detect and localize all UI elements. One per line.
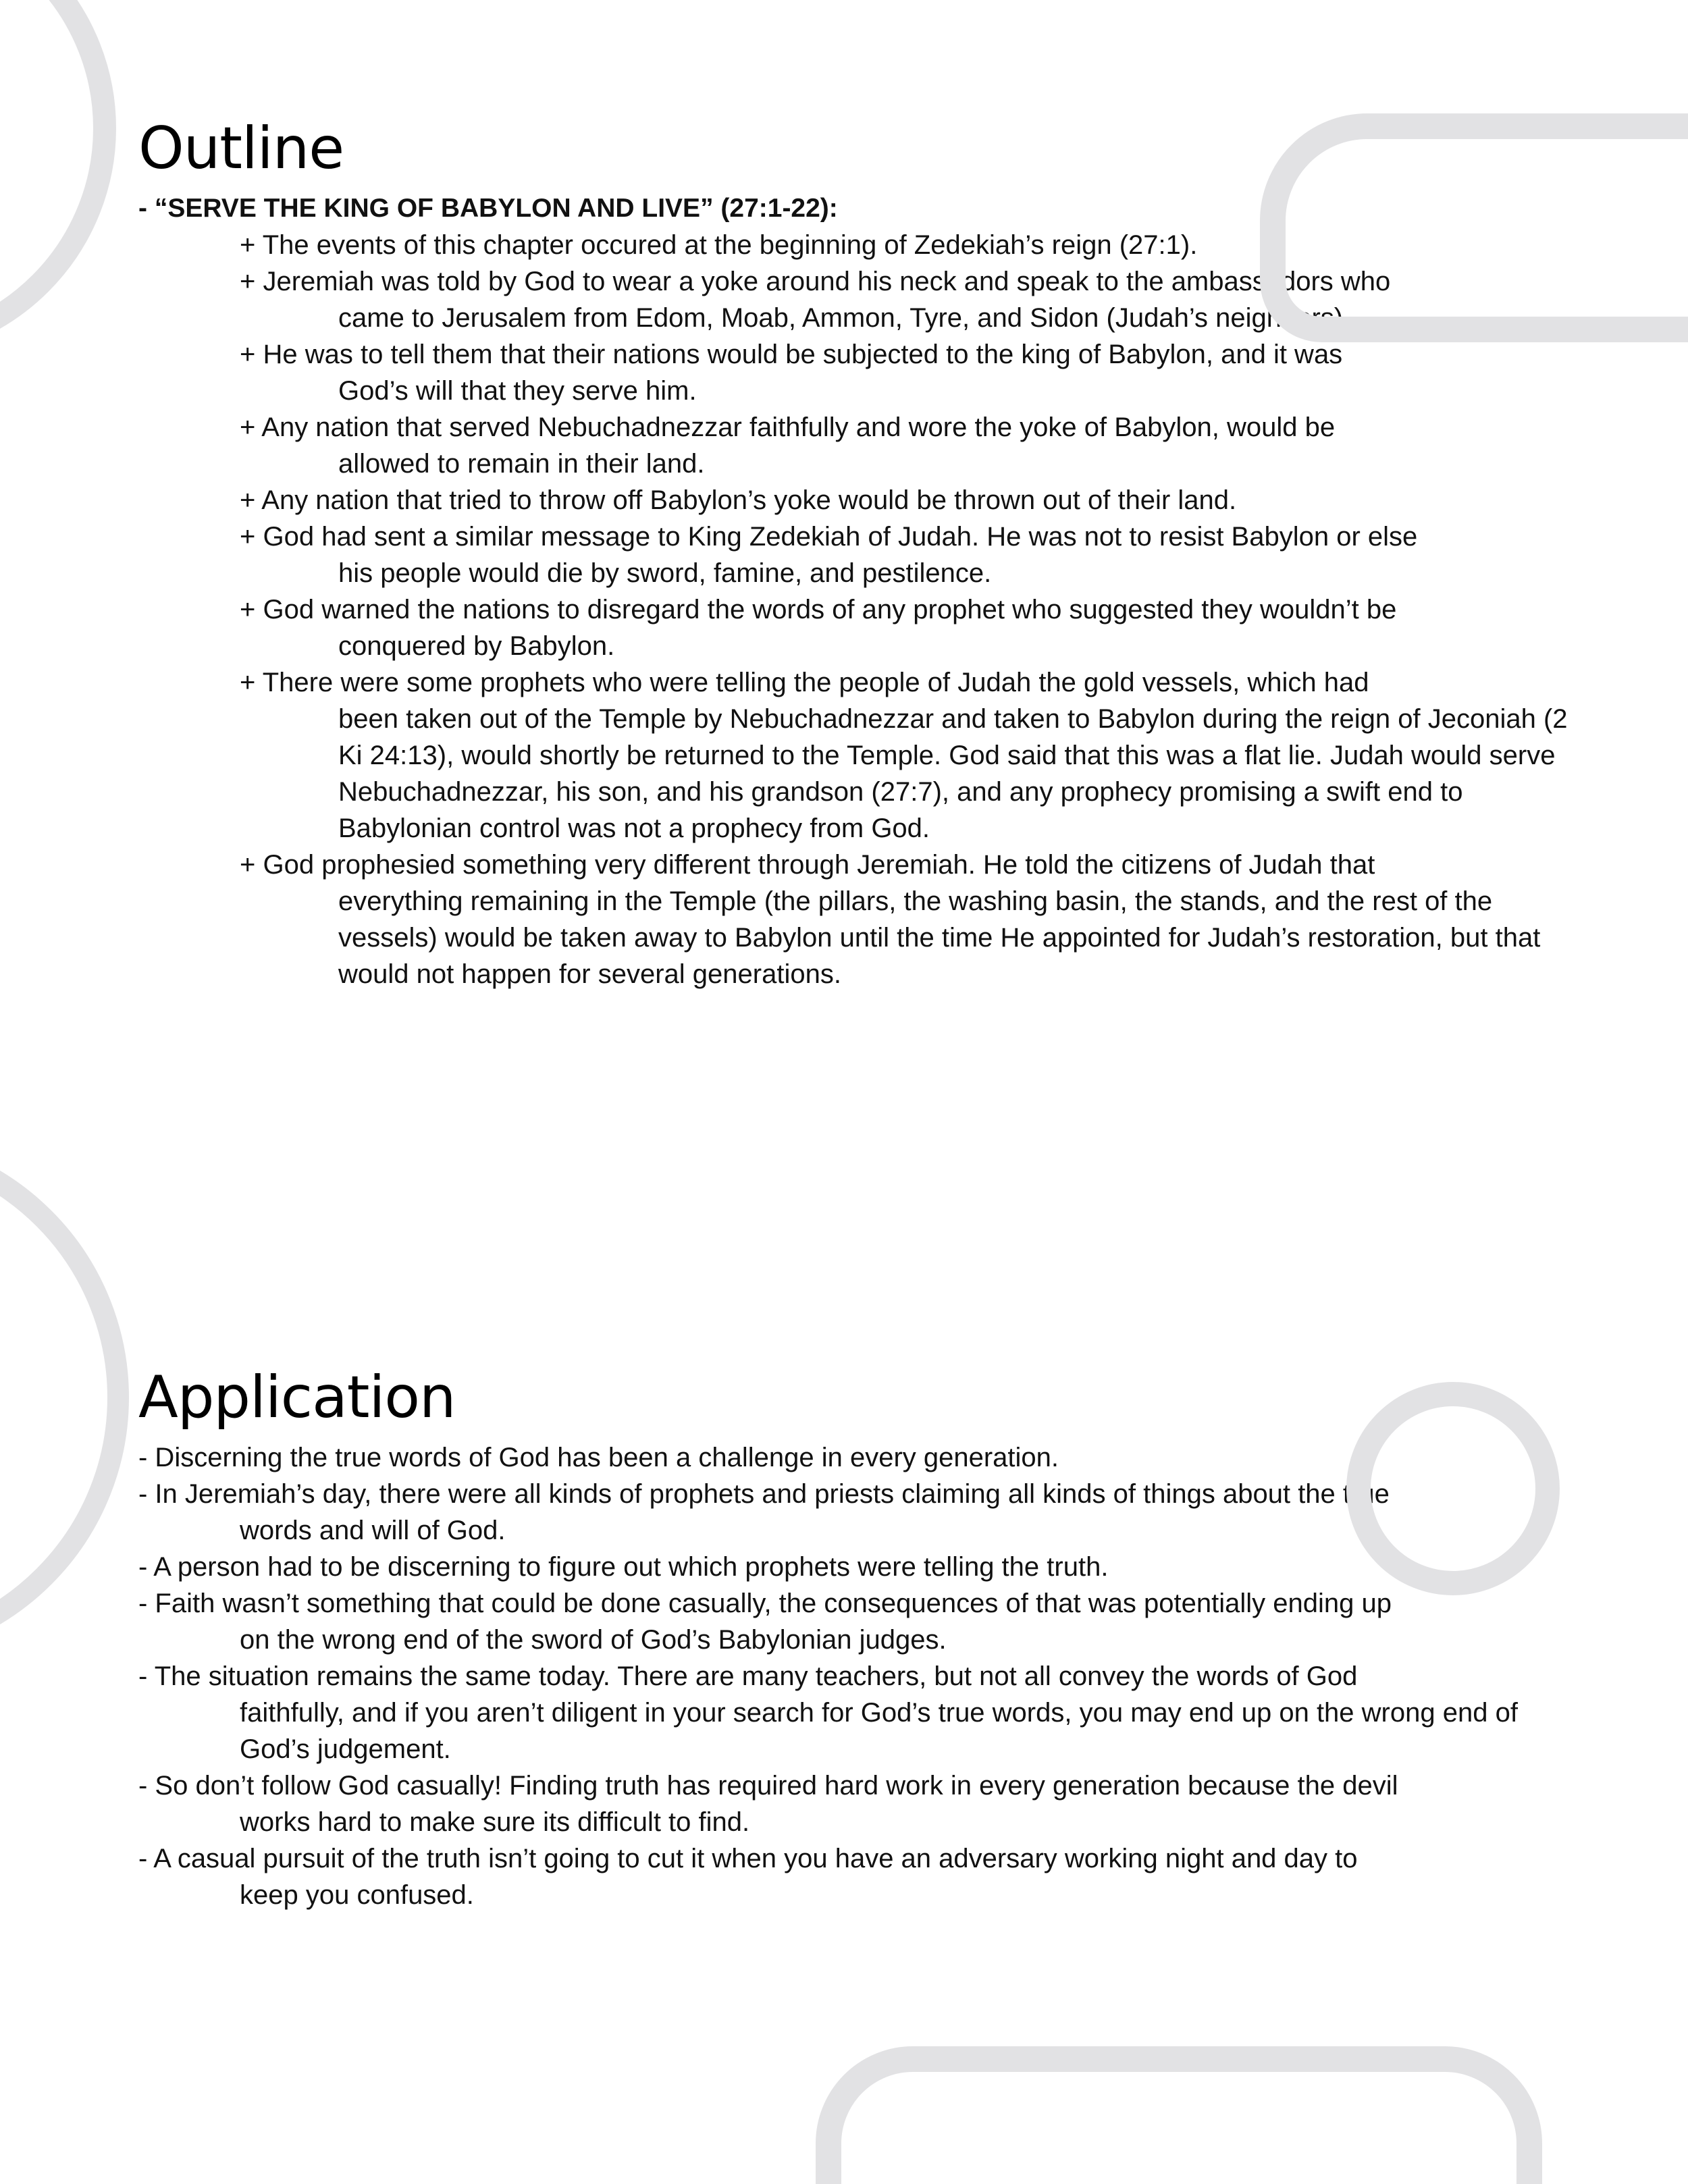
outline-item [240, 336, 1583, 409]
application-item-text: - A casual pursuit of the truth isn’t going to cut it when you have an adversary working night and day to [138, 1844, 1358, 1873]
application-item [138, 1658, 1583, 1767]
application-item-text: - The situation remains the same today. There are many teachers, but not all convey the words of God [138, 1661, 1358, 1691]
outline-item-continuation: been taken out of the Temple by Nebuchadnezzar and taken to Babylon during the reign of Jeconiah (2 Ki 24:13), would shortly be returned to the Temple. God said that this was a flat lie. Judah would serve Nebuchadnezzar, his son, and his grandson (27:7), and any prophecy promising a swift end to Babylonian control was not a prophecy from God. [338, 704, 1568, 843]
outline-item-text: + Any nation that served Nebuchadnezzar faithfully and wore the yoke of Babylon, would be [240, 412, 1336, 442]
application-item-text: - A person had to be discerning to figure out which prophets were telling the truth. [138, 1552, 1109, 1582]
outline-item [240, 409, 1583, 482]
outline-item [240, 227, 1583, 263]
outline-item-continuation: everything remaining in the Temple (the pillars, the washing basin, the stands, and the rest of the vessels) would be taken away to Babylon until the time He appointed for Judah’s restoration, but that would not happen for several generations. [338, 886, 1541, 989]
outline-item-continuation: God’s will that they serve him. [338, 376, 697, 406]
application-item [138, 1476, 1583, 1549]
outline-item-text: + Jeremiah was told by God to wear a yoke around his neck and speak to the ambassadors who [240, 267, 1391, 296]
application-item-text: - Faith wasn’t something that could be done casually, the consequences of that was potentially ending up [138, 1589, 1392, 1618]
application-item-continuation: works hard to make sure its difficult to find. [240, 1807, 750, 1837]
outline-item-continuation: conquered by Babylon. [338, 631, 615, 661]
application-item-continuation: on the wrong end of the sword of God’s Babylonian judges. [240, 1625, 947, 1655]
outline-item-text: + Any nation that tried to throw off Babylon’s yoke would be thrown out of their land. [240, 485, 1237, 515]
application-heading: Application [138, 1364, 456, 1431]
application-item [138, 1840, 1583, 1913]
application-item-continuation: keep you confused. [240, 1880, 474, 1910]
application-item-text: - In Jeremiah’s day, there were all kinds of prophets and priests claiming all kinds of things about the true [138, 1479, 1390, 1509]
application-section [138, 1364, 1583, 1913]
outline-item-text: + He was to tell them that their nations would be subjected to the king of Babylon, and it was [240, 340, 1343, 369]
application-item [138, 1585, 1583, 1658]
outline-item-text: + God warned the nations to disregard the words of any prophet who suggested they wouldn’t be [240, 595, 1397, 624]
outline-item-continuation: came to Jerusalem from Edom, Moab, Ammon, Tyre, and Sidon (Judah’s neighbors). [338, 303, 1351, 333]
application-item [138, 1439, 1583, 1476]
outline-item-continuation: his people would die by sword, famine, and pestilence. [338, 558, 992, 588]
outline-item [240, 263, 1583, 336]
outline-item [240, 518, 1583, 591]
application-item-continuation: words and will of God. [240, 1516, 506, 1545]
application-item [138, 1767, 1583, 1840]
outline-section [138, 115, 1583, 992]
outline-item [240, 664, 1583, 847]
application-item-text: - Discerning the true words of God has been a challenge in every generation. [138, 1443, 1059, 1472]
outline-heading: Outline [138, 115, 344, 182]
bottom-rounded-shape [828, 2059, 1529, 2184]
top-left-arc [0, 0, 105, 348]
outline-item-text: + God had sent a similar message to King Zedekiah of Judah. He was not to resist Babylon or else [240, 522, 1418, 552]
outline-item-continuation: allowed to remain in their land. [338, 449, 705, 479]
outline-item-text: + God prophesied something very different through Jeremiah. He told the citizens of Judah that [240, 850, 1375, 880]
application-item [138, 1549, 1583, 1585]
outline-item [240, 847, 1583, 992]
outline-item [240, 482, 1583, 518]
outline-list [138, 227, 1583, 992]
middle-left-arc [0, 1144, 118, 1651]
outline-item-text: + There were some prophets who were telling the people of Judah the gold vessels, which had [240, 668, 1369, 697]
application-list [138, 1439, 1583, 1913]
application-item-text: - So don’t follow God casually! Finding truth has required hard work in every generation because the devil [138, 1771, 1398, 1801]
outline-item [240, 591, 1583, 664]
outline-item-text: + The events of this chapter occured at the beginning of Zedekiah’s reign (27:1). [240, 230, 1198, 260]
application-item-continuation: faithfully, and if you aren’t diligent in your search for God’s true words, you may end up on the wrong end of God’s judgement. [240, 1698, 1518, 1764]
outline-section-title: - “SERVE THE KING OF BABYLON AND LIVE” (27:1-22): [138, 194, 838, 223]
